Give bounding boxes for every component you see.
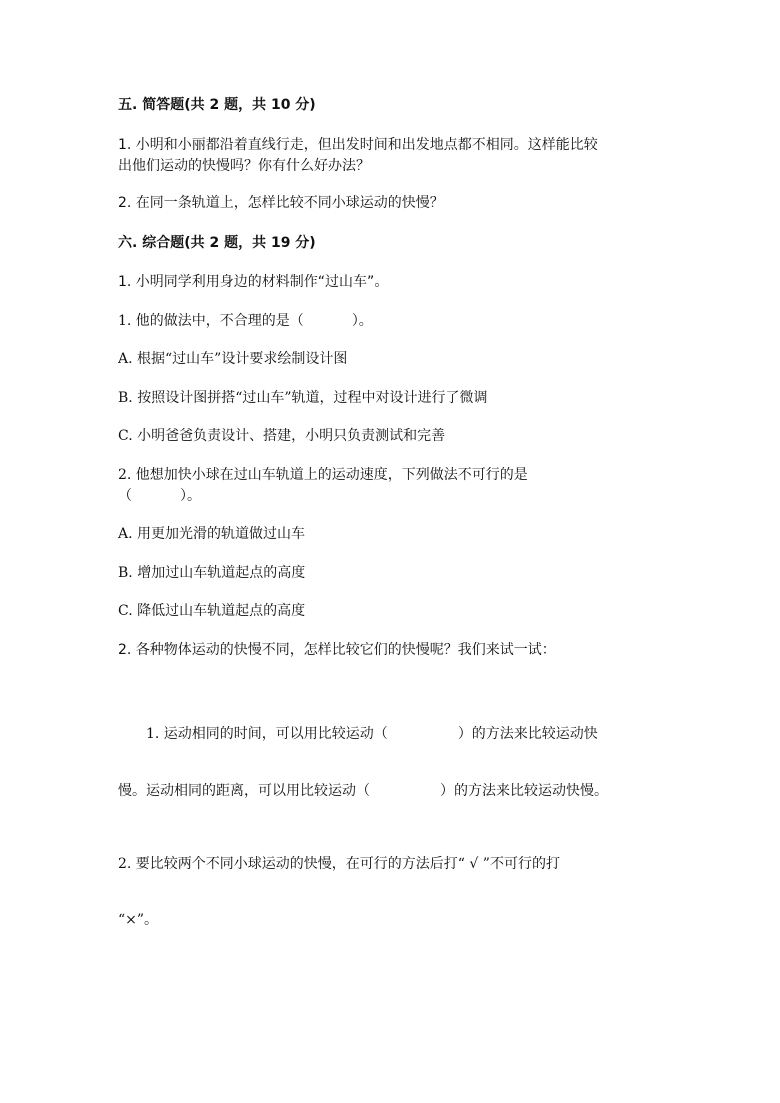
s6-q2-sub2-line1: 2. 要比较两个不同小球运动的快慢，在可行的方法后打“ √ ”不可行的打 [118,856,560,872]
s6-q2-sub1-line2-a: 慢。运动相同的距离，可以用比较运动（ [118,783,370,799]
s6-q2-sub1-line1 [146,725,598,743]
s6-q1-sub1 [118,312,373,330]
option-a: A. 根据“过山车”设计要求绘制设计图 [118,351,348,367]
option-b: B. 增加过山车轨道起点的高度 [118,565,306,581]
s5-q1-line1: 1. 小明和小丽都沿着直线行走，但出发时间和出发地点都不相同。这样能比较 [118,137,598,153]
option-a: A. 用更加光滑的轨道做过山车 [118,526,306,542]
s6-q2-sub1-line1-a: 1. 运动相同的时间，可以用比较运动（ [146,726,388,742]
s6-q1-sub2-line2 [118,487,201,505]
s6-q1-sub1-end: ）。 [351,313,373,329]
option-c: C. 降低过山车轨道起点的高度 [118,603,306,619]
s6-q2-sub1-line2 [118,782,608,800]
s6-q1-sub1-text: 1. 他的做法中，不合理的是（ [118,313,304,329]
s6-q1-sub2-open: （ [118,488,132,504]
s6-q2-sub2-line2: “×”。 [118,912,159,928]
s6-q1-intro: 1. 小明同学利用身边的材料制作“过山车”。 [118,274,389,290]
section-6-title: 六. 综合题(共 2 题，共 19 分) [118,235,316,251]
s6-q2-sub1-line2-b: ）的方法来比较运动快慢。 [440,783,608,799]
section-5-title: 五. 简答题(共 2 题，共 10 分) [118,97,316,113]
s6-q2-intro: 2. 各种物体运动的快慢不同，怎样比较它们的快慢呢？我们来试一试： [118,642,556,658]
s6-q2-sub1-line1-b: ）的方法来比较运动快 [457,726,598,742]
option-b: B. 按照设计图拼搭“过山车”轨道，过程中对设计进行了微调 [118,390,488,406]
s6-q1-sub2-line1: 2. 他想加快小球在过山车轨道上的运动速度，下列做法不可行的是 [118,467,528,483]
s6-q1-sub2-close: ）。 [180,488,201,504]
option-c: C. 小明爸爸负责设计、搭建，小明只负责测试和完善 [118,428,446,444]
s5-q2: 2. 在同一条轨道上，怎样比较不同小球运动的快慢？ [118,195,444,211]
s5-q1-line2: 出他们运动的快慢吗？你有什么好办法？ [118,158,370,174]
